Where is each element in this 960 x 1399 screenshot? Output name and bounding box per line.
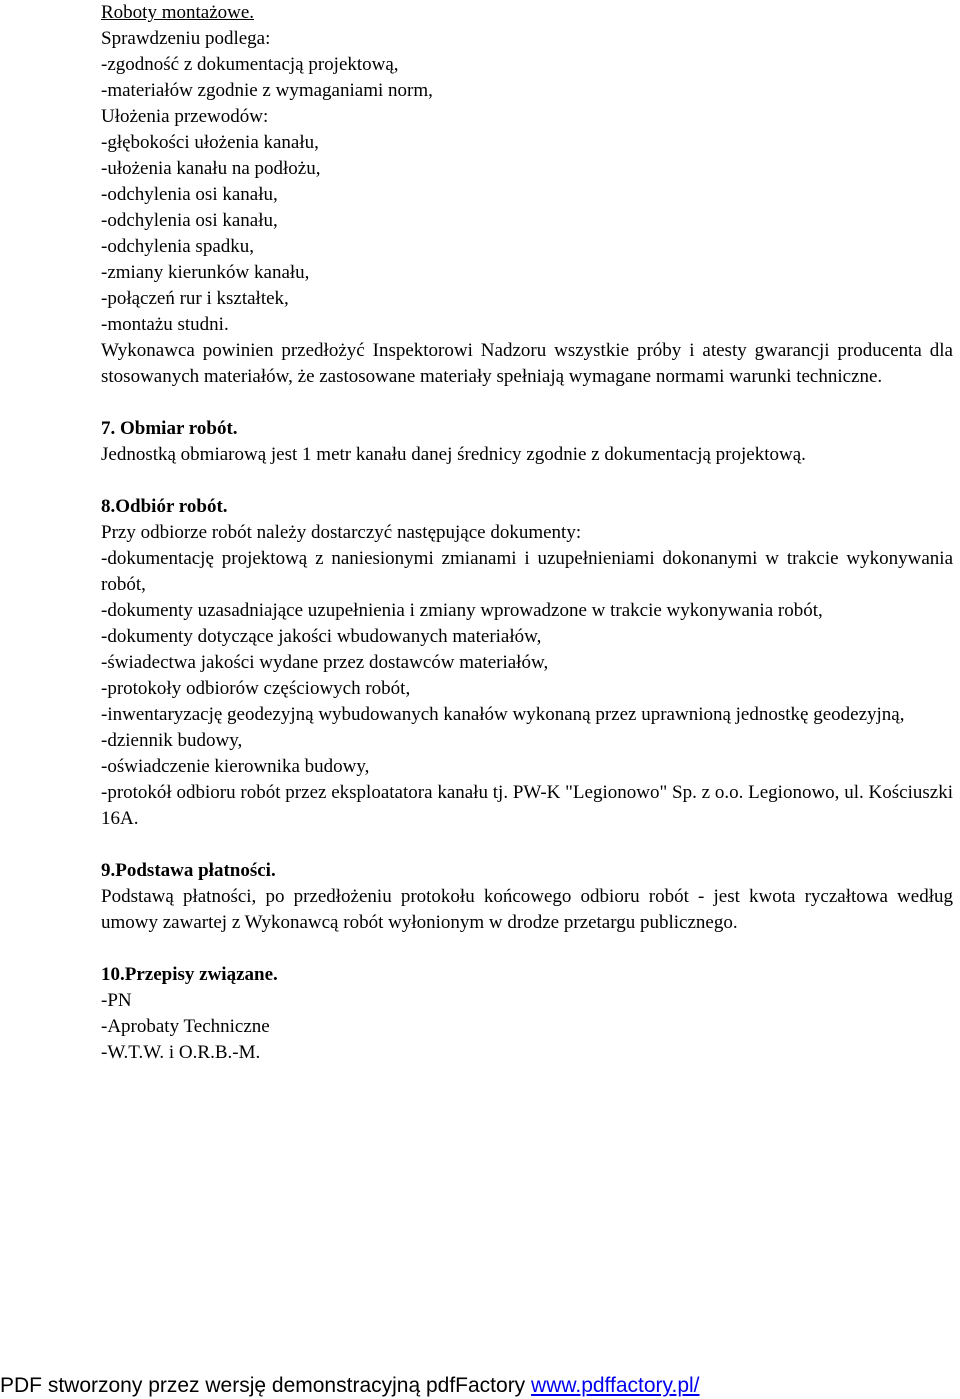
list-item: -dokumenty uzasadniające uzupełnienia i zmiany wprowadzone w trakcie wykonywania robót, <box>101 600 823 621</box>
section-7-text: Jednostką obmiarową jest 1 metr kanału danej średnicy zgodnie z dokumentacją projektową. <box>101 444 806 465</box>
list-item: -odchylenia spadku, <box>101 236 255 257</box>
list-item: -głębokości ułożenia kanału, <box>101 132 319 153</box>
document-page <box>101 0 953 1066</box>
section-title: Roboty montażowe. <box>101 2 255 23</box>
list-item: -zgodność z dokumentacją projektową, <box>101 54 399 75</box>
pipes-intro: Ułożenia przewodów: <box>101 106 269 127</box>
section-9-heading: 9.Podstawa płatności. <box>101 860 276 881</box>
footer-link[interactable]: www.pdffactory.pl/ <box>531 1374 700 1397</box>
list-item: -dziennik budowy, <box>101 730 243 751</box>
list-item: -ułożenia kanału na podłożu, <box>101 158 321 179</box>
section-8-intro: Przy odbiorze robót należy dostarczyć następujące dokumenty: <box>101 522 582 543</box>
list-item: -oświadczenie kierownika budowy, <box>101 756 370 777</box>
list-item: -odchylenia osi kanału, <box>101 210 278 231</box>
list-item: -protokół odbioru robót przez eksploatatora kanału tj. PW-K "Legionowo" Sp. z o.o. Legionowo, ul. Kościuszki 16A. <box>101 782 953 829</box>
list-item: -odchylenia osi kanału, <box>101 184 278 205</box>
list-item: -PN <box>101 990 132 1011</box>
contractor-paragraph: Wykonawca powinien przedłożyć Inspektorowi Nadzoru wszystkie próby i atesty gwarancji producenta dla stosowanych materiałów, że zastosowane materiały spełniają wymagane normami warunki techniczne. <box>101 340 953 387</box>
list-item: -materiałów zgodnie z wymaganiami norm, <box>101 80 433 101</box>
list-item: -świadectwa jakości wydane przez dostawców materiałów, <box>101 652 549 673</box>
section-8-heading: 8.Odbiór robót. <box>101 496 228 517</box>
section-9-text: Podstawą płatności, po przedłożeniu protokołu końcowego odbioru robót - jest kwota ryczałtowa według umowy zawartej z Wykonawcą robót wyłonionym w drodze przetargu publicznego. <box>101 886 953 933</box>
list-item: -inwentaryzację geodezyjną wybudowanych kanałów wykonaną przez uprawnioną jednostkę geodezyjną, <box>101 704 905 725</box>
list-item: -połączeń rur i kształtek, <box>101 288 289 309</box>
section-7-heading: 7. Obmiar robót. <box>101 418 238 439</box>
list-item: -W.T.W. i O.R.B.-M. <box>101 1042 261 1063</box>
list-item: -montażu studni. <box>101 314 229 335</box>
list-item: -dokumenty dotyczące jakości wbudowanych materiałów, <box>101 626 542 647</box>
inspection-intro: Sprawdzeniu podlega: <box>101 28 271 49</box>
list-item: -protokoły odbiorów częściowych robót, <box>101 678 411 699</box>
footer-text: PDF stworzony przez wersję demonstracyjną pdfFactory <box>0 1374 532 1397</box>
list-item: -dokumentację projektową z naniesionymi zmianami i uzupełnieniami dokonanymi w trakcie wykonywania robót, <box>101 548 953 595</box>
list-item: -zmiany kierunków kanału, <box>101 262 310 283</box>
pdf-footer <box>0 1372 960 1399</box>
section-10-heading: 10.Przepisy związane. <box>101 964 278 985</box>
list-item: -Aprobaty Techniczne <box>101 1016 270 1037</box>
